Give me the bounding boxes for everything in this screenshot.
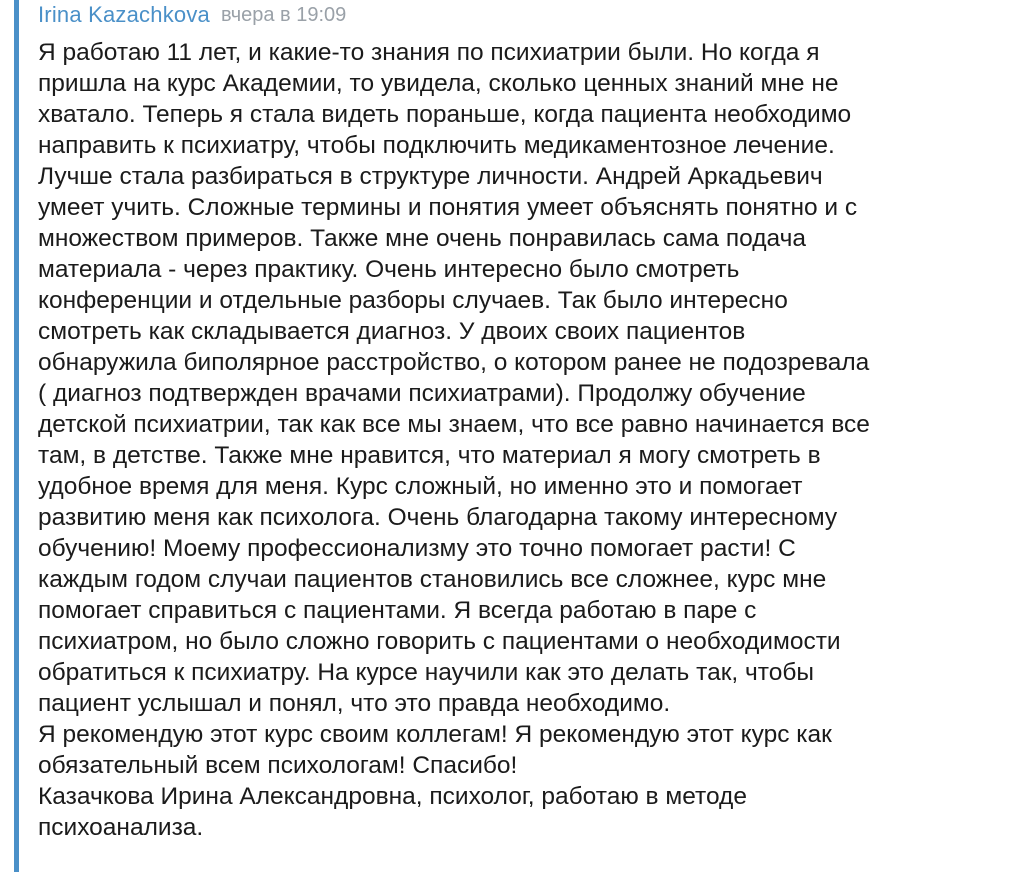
message-text [38, 37, 1008, 843]
message-line: хватало. Теперь я стала видеть пораньше, когда пациента необходимо [38, 101, 852, 128]
message-line: обратиться к психиатру. На курсе научили как это делать так, чтобы [38, 659, 815, 686]
message-line: обязательный всем психологам! Спасибо! [38, 752, 518, 779]
message-line: Я работаю 11 лет, и какие-то знания по психиатрии были. Но когда я [38, 39, 820, 66]
message-line: Лучше стала разбираться в структуре личности. Андрей Аркадьевич [38, 163, 823, 190]
message-line: удобное время для меня. Курс сложный, но именно это и помогает [38, 473, 803, 500]
message-line: психиатром, но было сложно говорить с пациентами о необходимости [38, 628, 841, 655]
message-line: направить к психиатру, чтобы подключить медикаментозное лечение. [38, 132, 835, 159]
message-line: каждым годом случаи пациентов становились все сложнее, курс мне [38, 566, 827, 593]
message-line: смотреть как складывается диагноз. У двоих своих пациентов [38, 318, 746, 345]
message-line: там, в детстве. Также мне нравится, что материал я могу смотреть в [38, 442, 821, 469]
message-line: обнаружила биполярное расстройство, о котором ранее не подозревала [38, 349, 870, 376]
message-line: обучению! Моему профессионализму это точно помогает расти! С [38, 535, 796, 562]
message-line: развитию меня как психолога. Очень благодарна такому интересному [38, 504, 838, 531]
message-line: помогает справиться с пациентами. Я всегда работаю в паре с [38, 597, 757, 624]
message-line: ( диагноз подтвержден врачами психиатрами). Продолжу обучение [38, 380, 806, 407]
message-accent-bar [14, 0, 19, 872]
message-line: Я рекомендую этот курс своим коллегам! Я рекомендую этот курс как [38, 721, 832, 748]
message-line: детской психиатрии, так как все мы знаем, что все равно начинается все [38, 411, 870, 438]
message-header [38, 0, 1008, 30]
message-line: пациент услышал и понял, что это правда необходимо. [38, 690, 671, 717]
message-line: конференции и отдельные разборы случаев. Так было интересно [38, 287, 788, 314]
message-line: материала - через практику. Очень интересно было смотреть [38, 256, 740, 283]
message-line: психоанализа. [38, 814, 204, 841]
message-timestamp: вчера в 19:09 [220, 3, 347, 26]
message-line: умеет учить. Сложные термины и понятия умеет объяснять понятно и с [38, 194, 858, 221]
chat-message [38, 0, 1008, 843]
message-line: пришла на курс Академии, то увидела, сколько ценных знаний мне не [38, 70, 839, 97]
message-line: множеством примеров. Также мне очень понравилась сама подача [38, 225, 806, 252]
author-name[interactable]: Irina Kazachkova [38, 2, 210, 27]
message-line: Казачкова Ирина Александровна, психолог, работаю в методе [38, 783, 747, 810]
